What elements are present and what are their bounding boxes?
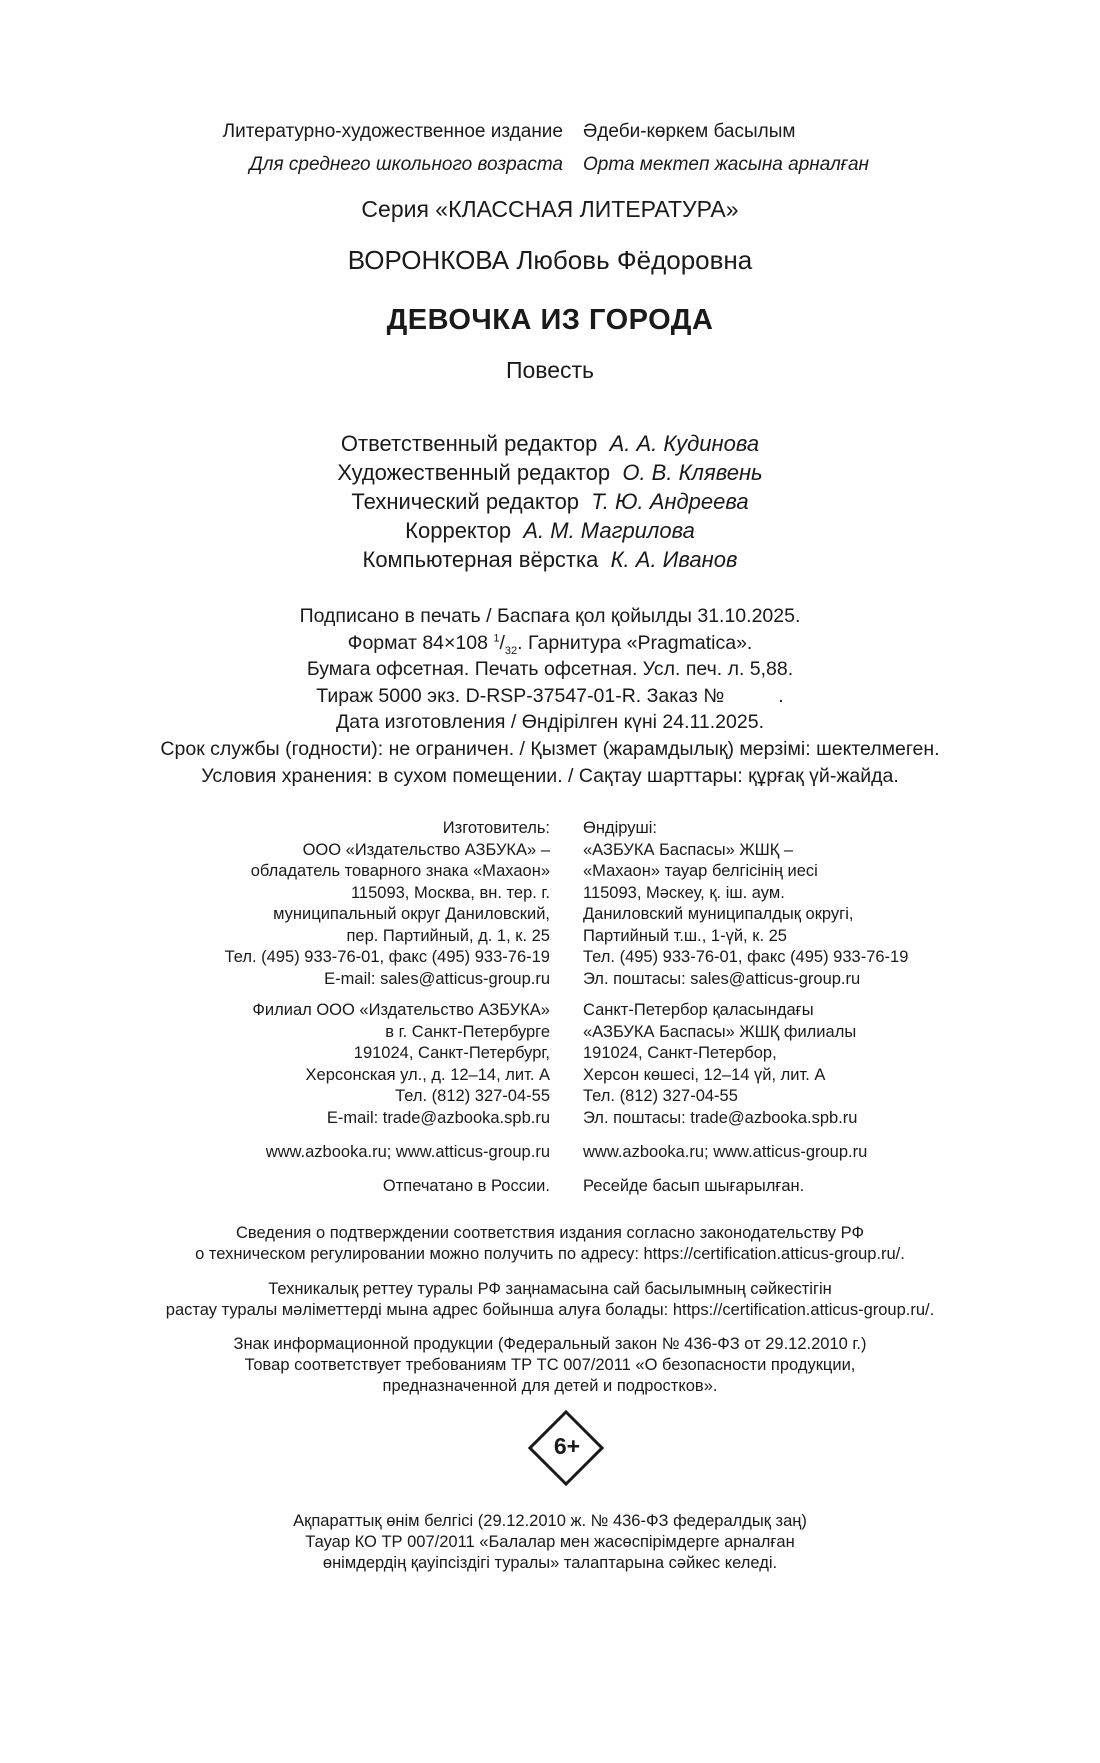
info-sign-kz-line: Ақпараттық өнім белгісі (29.12.2010 ж. № 436-ФЗ федералдық заң) (293, 1512, 807, 1530)
info-sign-ru-line: Товар соответствует требованиям ТР ТС 007/2011 «О безопасности продукции, (244, 1356, 856, 1374)
printed-in-kz: Ресейде басып шығарылған. (583, 1177, 805, 1195)
author-name: ВОРОНКОВА Любовь Фёдоровна (347, 245, 753, 275)
credit-role: Ответственный редактор (340, 431, 598, 456)
manufacturer-ru-line: пер. Партийный, д. 1, к. 25 (346, 926, 550, 945)
branch-ru-line: Тел. (812) 327-04-55 (395, 1087, 550, 1105)
branch-kz-email: Эл. поштасы: trade@azbooka.spb.ru (583, 1108, 858, 1127)
certification-kz (0, 1279, 1100, 1321)
credit-role: Компьютерная вёрстка (362, 547, 599, 572)
credit-line (0, 547, 1100, 573)
manufacturer-ru-line: муниципальный округ Даниловский, (273, 905, 550, 923)
format-suffix: . Гарнитура «Pragmatica». (517, 632, 753, 654)
age-group-kz: Орта мектеп жасына арналған (583, 154, 869, 175)
manufacturer-kz-email: Эл. поштасы: sales@atticus-group.ru (583, 969, 861, 988)
manufacturer-ru-line: Изготовитель: (442, 819, 550, 837)
credit-name: О. В. Клявень (622, 460, 763, 485)
manufacturer-kz-line: 115093, Мәскеу, қ. іш. аум. (583, 883, 785, 902)
credit-role: Корректор (405, 518, 512, 543)
credit-line (0, 431, 1100, 457)
edition-type-kz: Әдеби-көркем басылым (583, 121, 796, 142)
storage-conditions: Условия хранения: в сухом помещении. / Сақтау шарттары: құрғақ үй-жайда. (201, 765, 899, 787)
info-sign-ru-line: Знак информационной продукции (Федеральный закон № 436-ФЗ от 29.12.2010 г.) (233, 1335, 867, 1353)
print-run-end: . (778, 685, 784, 707)
credit-line (0, 518, 1100, 544)
shelf-life: Срок службы (годности): не ограничен. / Қызмет (жарамдылық) мерзімі: шектелмеген. (160, 738, 940, 760)
credit-name: К. А. Иванов (610, 547, 738, 572)
info-sign-kz-line: өнімдердің қауіпсіздігі туралы» талаптарына сәйкес келеді. (322, 1554, 778, 1572)
format-denominator: 32 (504, 644, 518, 657)
credit-role: Художественный редактор (337, 460, 611, 485)
branch-ru-line: 191024, Санкт-Петербург, (353, 1044, 550, 1062)
branch-ru-email: E-mail: trade@azbooka.spb.ru (326, 1108, 550, 1127)
branch-ru-line: в г. Санкт-Петербурге (385, 1022, 550, 1041)
branch-kz (583, 1000, 857, 1129)
info-sign-kz-line: Тауар КО ТР 007/2011 «Балалар мен жасөспірімдерге арналған (305, 1533, 795, 1551)
age-rating-badge: 6+ (553, 1433, 581, 1459)
edition-type-ru: Литературно-художественное издание (222, 121, 563, 142)
branch-kz-line: Санкт-Петербор қаласындағы (583, 1001, 814, 1019)
manufacturer-ru-line: обладатель товарного знака «Махаон» (250, 862, 550, 880)
websites-kz: www.azbooka.ru; www.atticus-group.ru (583, 1143, 868, 1161)
manufacturer-kz-line: Тел. (495) 933-76-01, факс (495) 933-76-19 (583, 948, 909, 966)
manufacturer-kz-line: «Махаон» тауар белгісінің иесі (583, 862, 818, 880)
genre: Повесть (505, 357, 595, 383)
print-run-text: Тираж 5000 экз. D-RSP-37547-01-R. Заказ № (316, 685, 725, 707)
branch-kz-line: Тел. (812) 327-04-55 (583, 1087, 738, 1105)
manufacturer-kz-line: Даниловский муниципалдық округі, (583, 905, 854, 923)
manufacturer-ru (225, 818, 550, 990)
manufacturer-ru-email: E-mail: sales@atticus-group.ru (324, 969, 550, 988)
info-sign-ru-line: предназначенной для детей и подростков». (382, 1377, 718, 1395)
manufacturer-ru-line: Тел. (495) 933-76-01, факс (495) 933-76-19 (224, 948, 550, 966)
certification-ru-line: Сведения о подтверждении соответствия издания согласно законодательству РФ (235, 1224, 865, 1242)
format-prefix: Формат 84×108 (347, 632, 488, 654)
manufacturer-kz-line: «АЗБУКА Баспасы» ЖШҚ – (583, 840, 794, 859)
branch-kz-line: 191024, Санкт-Петербор, (583, 1044, 777, 1062)
certification-kz-line: растау туралы мәліметтерді мына адрес бойынша алуға болады: https://certification.atticus-group.ru/. (165, 1301, 935, 1319)
branch-kz-line: «АЗБУКА Баспасы» ЖШҚ филиалы (583, 1022, 857, 1041)
manufacturer-kz-line: Өндіруші: (583, 819, 657, 837)
credit-line (0, 489, 1100, 515)
print-paper: Бумага офсетная. Печать офсетная. Усл. печ. л. 5,88. (306, 658, 794, 680)
credit-name: А. М. Магрилова (523, 518, 695, 543)
credit-name: Т. Ю. Андреева (591, 489, 749, 514)
certification-kz-line: Техникалық реттеу туралы РФ заңнамасына сай басылымның сәйкестігін (268, 1280, 832, 1298)
credit-line (0, 460, 1100, 486)
certification-ru (0, 1223, 1100, 1265)
print-signed: Подписано в печать / Баспаға қол қойылды 31.10.2025. (299, 605, 801, 627)
print-run (0, 685, 1100, 708)
info-sign-ru (0, 1334, 1100, 1397)
websites-ru: www.azbooka.ru; www.atticus-group.ru (265, 1143, 550, 1161)
branch-ru (252, 1000, 550, 1129)
branch-ru-line: Херсонская ул., д. 12–14, лит. А (305, 1065, 550, 1084)
manufacturer-kz-line: Партийный т.ш., 1-үй, к. 25 (583, 926, 787, 945)
info-sign-kz (0, 1511, 1100, 1574)
series-name: Серия «КЛАССНАЯ ЛИТЕРАТУРА» (361, 196, 739, 222)
credit-name: А. А. Кудинова (609, 431, 760, 456)
printed-in-ru: Отпечатано в России. (382, 1177, 550, 1195)
print-format: Формат 84×108 $^1/_{32}$. Гарнитура «Pragmatica». (347, 632, 753, 657)
credit-role: Технический редактор (351, 489, 580, 514)
manufacturer-ru-line: ООО «Издательство АЗБУКА» – (302, 840, 550, 859)
branch-ru-line: Филиал ООО «Издательство АЗБУКА» (252, 1001, 550, 1019)
book-title: ДЕВОЧКА ИЗ ГОРОДА (386, 304, 714, 336)
format-numerator: 1 (493, 632, 500, 645)
manufacturer-kz (583, 818, 908, 990)
branch-kz-line: Херсон көшесі, 12–14 үй, лит. А (583, 1065, 826, 1084)
certification-ru-line: о техническом регулировании можно получить по адресу: https://certification.atticus-group.ru/. (195, 1245, 905, 1263)
manufacturer-ru-line: 115093, Москва, вн. тер. г. (350, 883, 550, 902)
print-date: Дата изготовления / Өндірілген күні 24.11.2025. (336, 711, 764, 733)
age-group-ru: Для среднего школьного возраста (249, 154, 563, 175)
